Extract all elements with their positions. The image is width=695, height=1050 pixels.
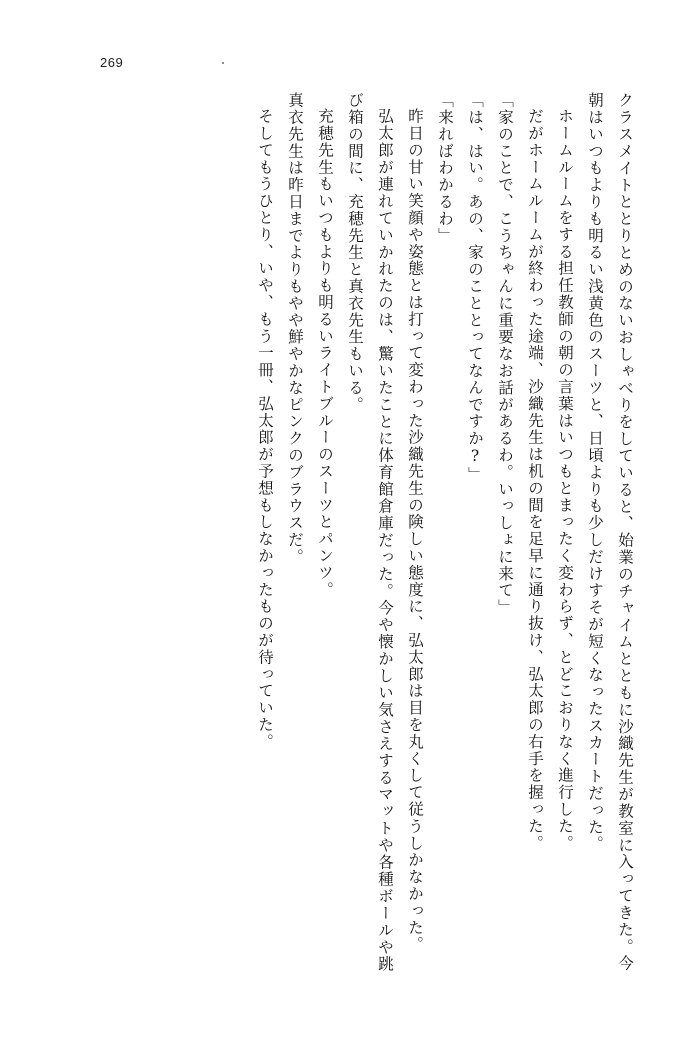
paragraph: そしてもうひとり、いや、もう一冊、弘太郎が予想もしなかったものが待っていた。 xyxy=(256,107,274,750)
paragraph: 真衣先生は昨日までよりもやや鮮やかなピンクのブラウスだ。 xyxy=(286,92,304,566)
paragraph: だがホームルームが終わった途端、沙織先生は机の間を足早に通り抜け、弘太郎の右手を握った。 xyxy=(526,107,544,852)
paragraph: 昨日の甘い笑顔や姿態とは打って変わった沙織先生の険しい態度に、弘太郎は目を丸くして従うしかなかった。 xyxy=(406,107,424,953)
paragraph: 「来ればわかるわ」 xyxy=(436,92,454,245)
page-body-text xyxy=(60,92,640,972)
paragraph: ホームルームをする担任教師の朝の言葉はいつもとまったく変わらず、とどこおりなく進行した。 xyxy=(556,107,574,852)
paragraph: 「家のことで、こうちゃんに重要なお話があるわ。いっしょに来て」 xyxy=(496,92,514,616)
page-number: 269 xyxy=(100,55,124,70)
ink-speck xyxy=(222,62,224,64)
paragraph: クラスメイトととりとめのないおしゃべりをしていると、始業のチャイムとともに沙織先生が教室に入ってきた。今朝はいつもよりも明るい浅黄色のスーツと、日頃よりも少しだけすそが短くなったスカートだった。 xyxy=(586,92,634,972)
paragraph: 充穂先生もいつもよりも明るいライトブルーのスーツとパンツ。 xyxy=(316,107,334,598)
paragraph: 「は、はい。あの、家のこととってなんですか?」 xyxy=(466,92,484,484)
paragraph: 弘太郎が連れていかれたのは、驚いたことに体育館倉庫だった。今や懐かしい気さえするマットや各種ボールや跳び箱の間に、充穂先生と真衣先生もいる。 xyxy=(346,92,394,972)
